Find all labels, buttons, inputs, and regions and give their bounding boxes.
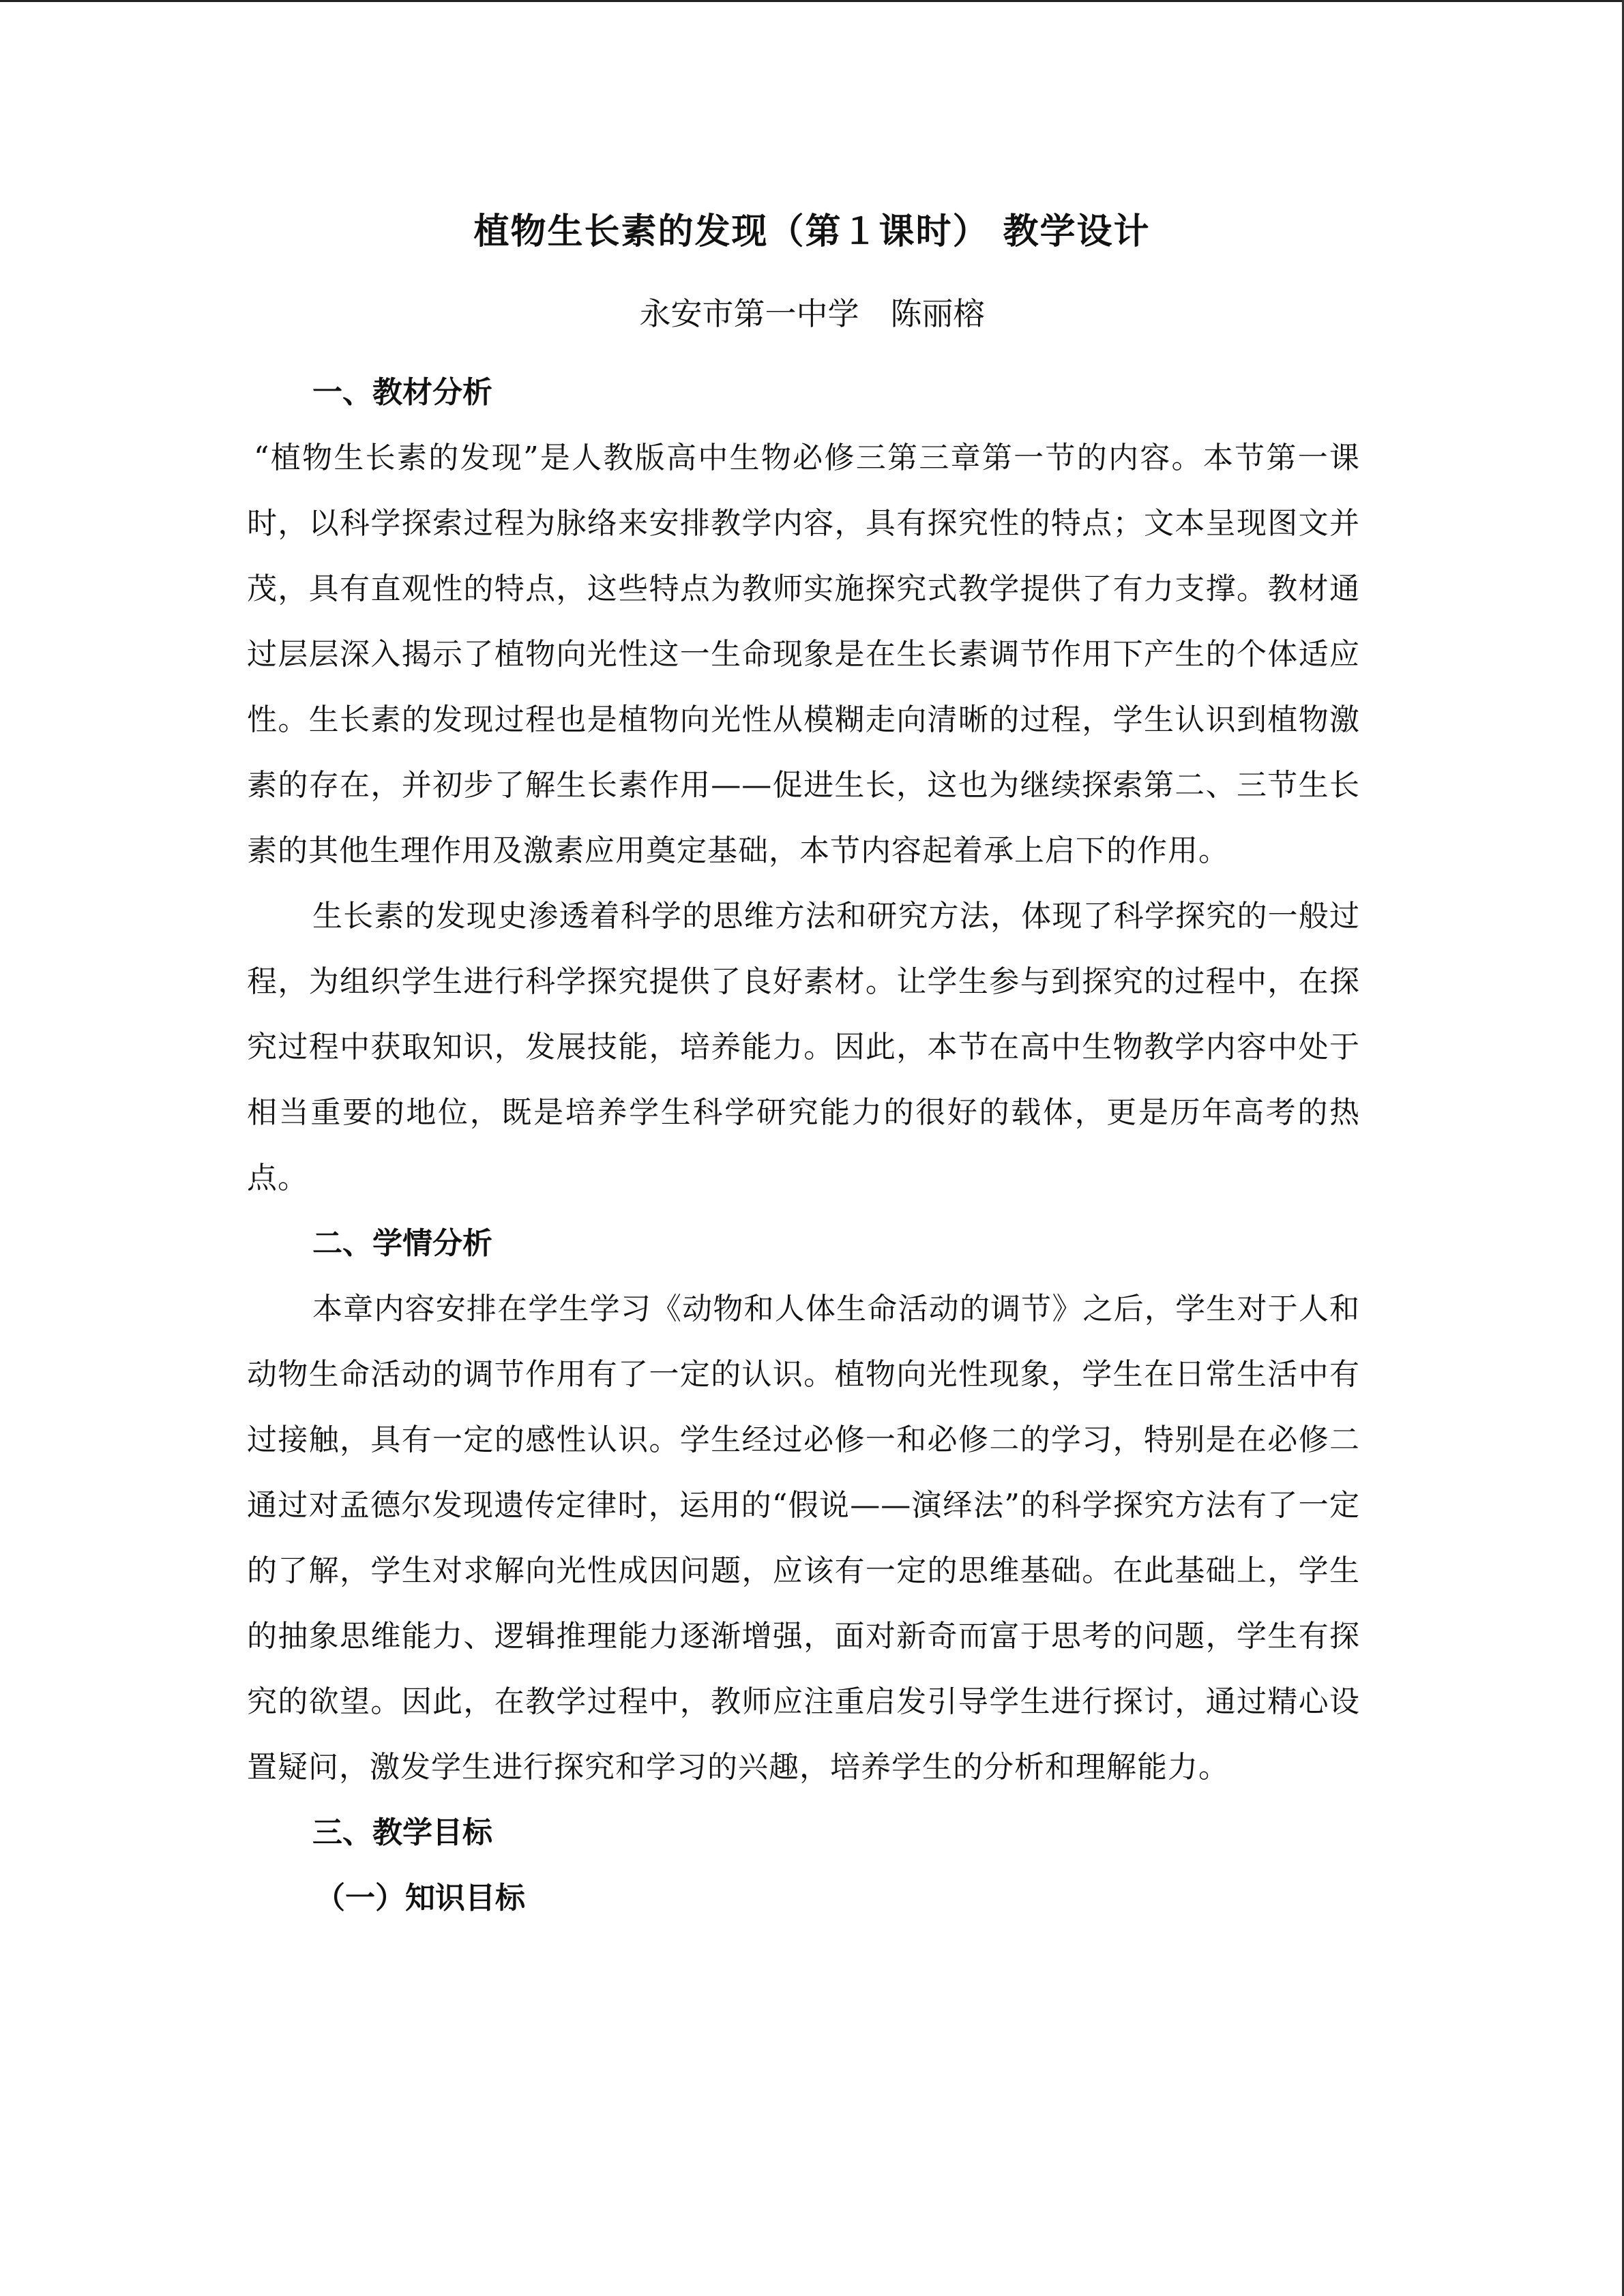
document-title: 植物生长素的发现（第１课时） 教学设计 <box>473 211 1151 252</box>
top-border-line <box>0 0 1624 2</box>
section-heading-textbook-analysis: 一、教材分析 <box>312 375 492 410</box>
section-heading-student-analysis: 二、学情分析 <box>312 1226 492 1261</box>
author-name: 陈丽榕 <box>890 295 985 332</box>
document-body <box>247 360 1360 1931</box>
paragraph: “植物生长素的发现”是人教版高中生物必修三第三章第一节的内容。本节第一课时，以科学探索过程为脉络来安排教学内容，具有探究性的特点；文本呈现图文并茂，具有直观性的特点，这些特点为教师实施探究式教学提供了有力支撑。教材通过层层深入揭示了植物向光性这一生命现象是在生长素调节作用下产生的个体适应性。生长素的发现过程也是植物向光性从模糊走向清晰的过程，学生认识到植物激素的存在，并初步了解生长素作用——促进生长，这也为继续探索第二、三节生长素的其他生理作用及激素应用奠定基础，本节内容起着承上启下的作用。 <box>247 441 1360 868</box>
subsection-heading-knowledge-objectives: （一）知识目标 <box>315 1881 525 1915</box>
section-heading-teaching-objectives: 三、教学目标 <box>312 1815 492 1850</box>
author-line <box>0 286 1624 341</box>
paragraph: 本章内容安排在学生学习《动物和人体生命活动的调节》之后，学生对于人和动物生命活动的调节作用有了一定的认识。植物向光性现象，学生在日常生活中有过接触，具有一定的感性认识。学生经过必修一和必修二的学习，特别是在必修二通过对孟德尔发现遗传定律时，运用的“假说——演绎法”的科学探究方法有了一定的了解，学生对求解向光性成因问题，应该有一定的思维基础。在此基础上，学生的抽象思维能力、逻辑推理能力逐渐增强，面对新奇而富于思考的问题，学生有探究的欲望。因此，在教学过程中，教师应注重启发引导学生进行探讨，通过精心设置疑问，激发学生进行探究和学习的兴趣，培养学生的分析和理解能力。 <box>247 1292 1360 1785</box>
paragraph: 生长素的发现史渗透着科学的思维方法和研究方法，体现了科学探究的一般过程，为组织学生进行科学探究提供了良好素材。让学生参与到探究的过程中，在探究过程中获取知识，发展技能，培养能力。因此，本节在高中生物教学内容中处于相当重要的地位，既是培养学生科学研究能力的很好的载体，更是历年高考的热点。 <box>247 899 1360 1195</box>
author-school: 永安市第一中学 <box>639 295 859 332</box>
